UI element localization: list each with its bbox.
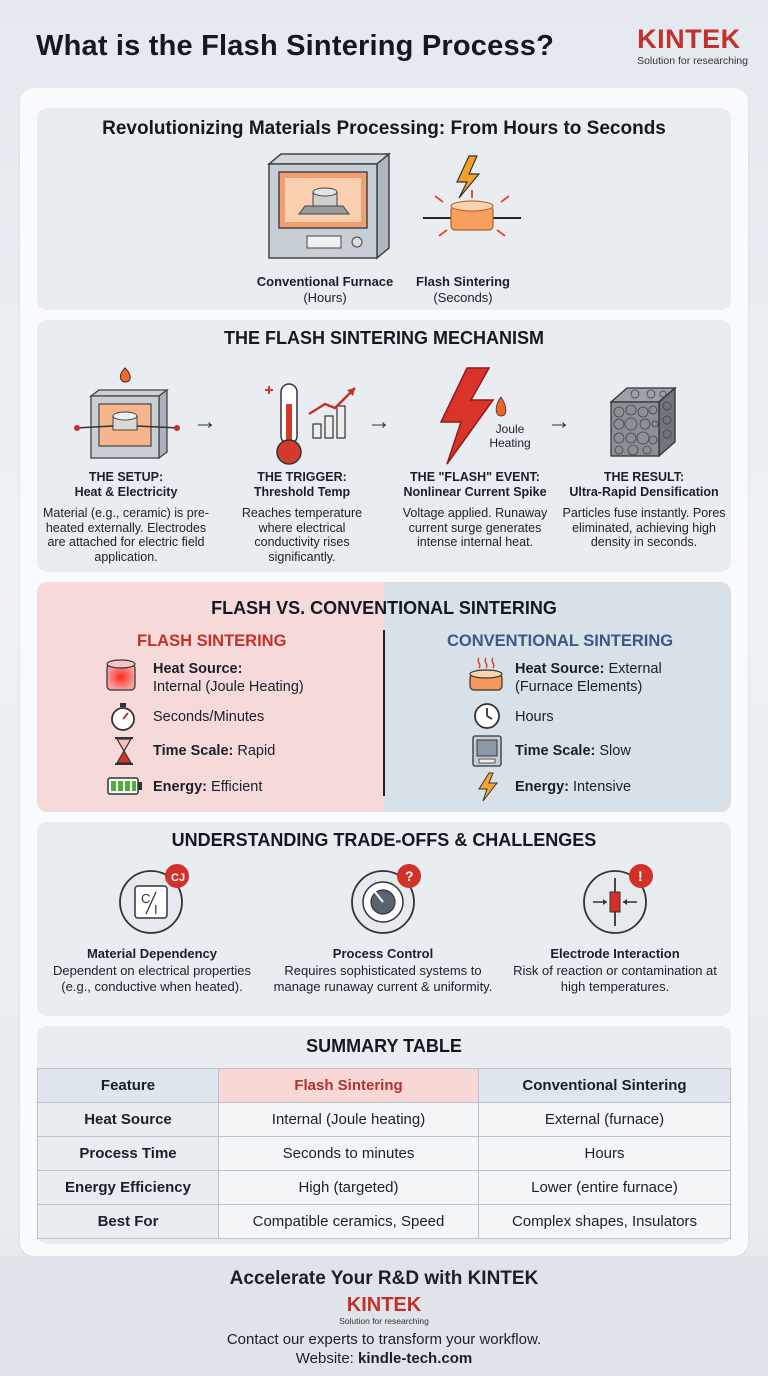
step-flash-event	[391, 470, 559, 550]
challenges-panel	[37, 822, 731, 1016]
lightning-icon	[477, 772, 499, 802]
arrow-icon: →	[367, 408, 391, 435]
step-result	[559, 470, 729, 550]
flash-caption	[403, 274, 523, 306]
challenge-title: Process Control	[332, 946, 434, 961]
table-cell: Lower (entire furnace)	[479, 1171, 731, 1205]
table-row	[38, 1205, 731, 1239]
conventional-energy: Energy: Intensive	[515, 779, 632, 795]
challenge-title: Material Dependency	[86, 946, 218, 961]
table-row	[38, 1137, 731, 1171]
brand-name: KINTEK	[637, 24, 741, 54]
challenges-title: UNDERSTANDING TRADE-OFFS & CHALLENGES	[171, 830, 597, 850]
flash-energy: Energy: Efficient	[153, 779, 263, 795]
svg-text:C: C	[141, 891, 151, 906]
intro-panel	[37, 108, 731, 310]
challenge-description: Requires sophisticated systems to manage runaway current & uniformity.	[273, 963, 493, 994]
footer-tagline: Solution for researching	[339, 1316, 429, 1326]
flash-heading: FLASH SINTERING	[137, 632, 287, 650]
table-row	[38, 1171, 731, 1205]
step-description: Particles fuse instantly. Pores eliminated, achieving high density in seconds.	[562, 506, 726, 549]
battery-icon	[107, 776, 143, 796]
mechanism-panel	[37, 320, 731, 572]
challenge-electrode	[505, 946, 725, 995]
conventional-heat-source: Heat Source: External (Furnace Elements)	[515, 661, 662, 695]
column-header: Feature	[38, 1069, 219, 1103]
column-divider	[383, 630, 385, 796]
flame-icon	[492, 396, 510, 418]
flash-time-scale: Time Scale: Rapid	[153, 743, 276, 759]
table-cell: Energy Efficiency	[38, 1171, 219, 1205]
conventional-label: Conventional Furnace	[256, 274, 394, 289]
table-cell: Internal (Joule heating)	[219, 1103, 479, 1137]
column-header: Flash Sintering	[219, 1069, 479, 1103]
electrode-icon	[581, 862, 661, 934]
table-cell: High (targeted)	[219, 1171, 479, 1205]
table-cell: Process Time	[38, 1137, 219, 1171]
summary-title: SUMMARY TABLE	[306, 1036, 462, 1056]
step-description: Material (e.g., ceramic) is pre-heated externally. Electrodes are attached for electric field application.	[42, 506, 209, 564]
table-cell: Best For	[38, 1205, 219, 1239]
table-cell: External (furnace)	[479, 1103, 731, 1137]
svg-text:?: ?	[405, 868, 414, 884]
lightning-bolt-icon	[437, 364, 497, 468]
table-cell: Compatible ceramics, Speed	[219, 1205, 479, 1239]
flash-duration: Seconds/Minutes	[153, 709, 265, 725]
step-title: THE TRIGGER: Threshold Temp	[253, 470, 351, 499]
hourglass-icon	[113, 736, 135, 766]
svg-text:CJ: CJ	[171, 872, 186, 884]
summary-table	[37, 1068, 731, 1239]
header	[0, 0, 768, 100]
table-row	[38, 1103, 731, 1137]
step-title: THE RESULT: Ultra-Rapid Densification	[569, 470, 719, 499]
flash-sample-icon	[417, 154, 527, 244]
conventional-time-scale: Time Scale: Slow	[515, 743, 631, 759]
challenge-process	[273, 946, 493, 995]
conventional-duration: Hours	[515, 709, 554, 725]
mechanism-title: THE FLASH SINTERING MECHANISM	[223, 328, 544, 348]
material-icon	[117, 862, 197, 934]
footer-brand[interactable]: KINTEK	[346, 1294, 422, 1316]
dense-cube-icon	[605, 382, 681, 462]
table-cell: Seconds to minutes	[219, 1137, 479, 1171]
arrow-icon: →	[193, 408, 217, 435]
table-cell: Heat Source	[38, 1103, 219, 1137]
conventional-time: (Hours)	[303, 290, 347, 305]
heat-cylinder-icon	[105, 658, 137, 694]
footer-contact: Contact our experts to transform your workflow.	[226, 1331, 542, 1348]
conventional-heading: CONVENTIONAL SINTERING	[447, 632, 674, 650]
footer-website: Website: kindle-tech.com	[295, 1350, 473, 1367]
heated-dish-icon	[467, 656, 505, 694]
challenge-description: Risk of reaction or contamination at high temperatures.	[513, 963, 717, 994]
thermometer-icon	[255, 376, 365, 468]
comparison-panel	[37, 582, 731, 812]
step-title: THE SETUP: Heat & Electricity	[74, 470, 178, 499]
step-trigger	[227, 470, 377, 564]
footer-cta: Accelerate Your R&D with KINTEK	[229, 1268, 539, 1289]
svg-text:I: I	[154, 902, 158, 917]
svg-text:!: !	[638, 868, 643, 884]
table-cell: Hours	[479, 1137, 731, 1171]
step-description: Voltage applied. Runaway current surge generates intense internal heat.	[402, 506, 548, 549]
intro-title: Revolutionizing Materials Processing: From Hours to Seconds	[102, 118, 666, 139]
oven-icon	[471, 734, 503, 768]
comparison-title: FLASH VS. CONVENTIONAL SINTERING	[211, 598, 557, 618]
summary-panel	[37, 1026, 731, 1244]
brand-tagline: Solution for researching	[637, 55, 748, 67]
challenge-material	[42, 946, 262, 995]
step-description: Reaches temperature where electrical conductivity rises significantly.	[241, 506, 363, 564]
stopwatch-icon	[109, 702, 137, 732]
clock-icon	[473, 702, 501, 730]
challenge-description: Dependent on electrical properties (e.g., conductive when heated).	[52, 963, 251, 994]
column-header: Conventional Sintering	[479, 1069, 731, 1103]
challenge-title: Electrode Interaction	[550, 946, 680, 961]
conventional-caption	[255, 274, 395, 306]
footer	[0, 1256, 768, 1376]
page-title: What is the Flash Sintering Process?	[36, 30, 555, 62]
flash-time: (Seconds)	[433, 290, 493, 305]
step-setup	[41, 470, 211, 564]
table-cell: Complex shapes, Insulators	[479, 1205, 731, 1239]
flash-heat-source: Heat Source: Internal (Joule Heating)	[153, 661, 304, 695]
joule-label: Joule Heating	[489, 422, 531, 450]
furnace-icon	[265, 152, 395, 268]
table-header-row	[38, 1069, 731, 1103]
step-title: THE "FLASH" EVENT: Nonlinear Current Spike	[403, 470, 547, 499]
furnace-setup-icon	[73, 356, 181, 464]
control-dial-icon	[349, 862, 429, 934]
arrow-icon: →	[547, 408, 571, 435]
brand-logo[interactable]	[637, 26, 748, 67]
flash-label: Flash Sintering	[416, 274, 510, 289]
website-link[interactable]: kindle-tech.com	[358, 1350, 473, 1367]
